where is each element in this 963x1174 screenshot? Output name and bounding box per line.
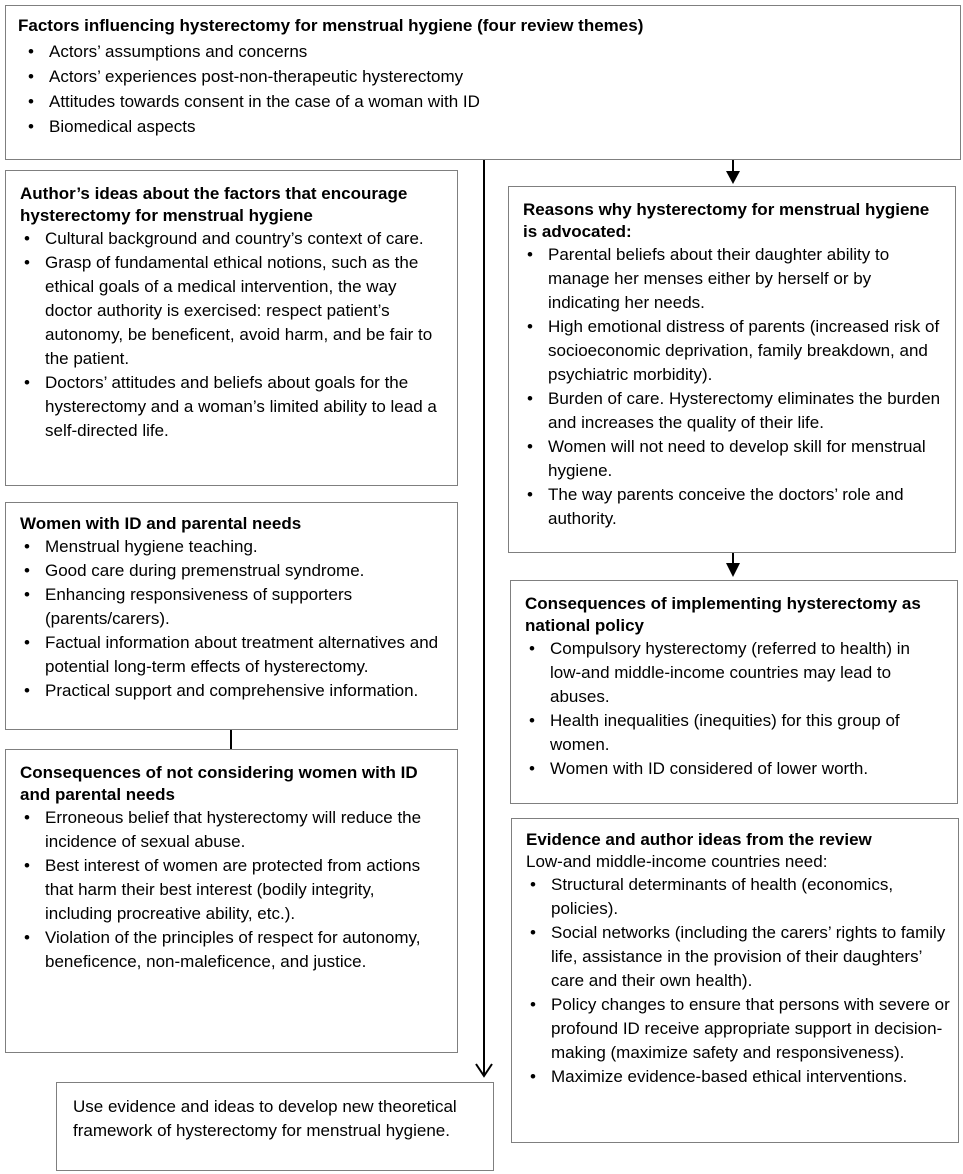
list-item: • Women with ID considered of lower worth. (519, 757, 945, 781)
list-item: • Compulsory hysterectomy (referred to health) in low-and middle-income countries may lead to abuses. (519, 637, 945, 709)
list-item: • Grasp of fundamental ethical notions, such as the ethical goals of a medical intervention, the way doctor authority is exercised: respect patient’s autonomy, be beneficent, avoid harm, and be fair to the patient. (14, 251, 445, 371)
list-item: • The way parents conceive the doctors’ role and authority. (517, 483, 943, 531)
not-considering-list (14, 806, 445, 974)
list-item: • Factual information about treatment alternatives and potential long-term effects of hysterectomy. (14, 631, 445, 679)
women-needs-box (5, 502, 458, 730)
evidence-list (520, 873, 950, 1089)
author-ideas-box (5, 170, 458, 486)
evidence-subtitle: Low-and middle-income countries need: (526, 852, 828, 871)
list-item: • Doctors’ attitudes and beliefs about goals for the hysterectomy and a woman’s limited ability to lead a self-directed life. (14, 371, 445, 443)
list-item: • Actors’ experiences post-non-therapeutic hysterectomy (18, 64, 948, 89)
list-item: • Social networks (including the carers’ rights to family life, assistance in the provision of their daughters’ care and their own health). (520, 921, 950, 993)
evidence-box (511, 818, 959, 1143)
review-themes-list (18, 39, 948, 139)
final-text: Use evidence and ideas to develop new theoretical framework of hysterectomy for menstrual hygiene. (73, 1097, 457, 1140)
reasons-box (508, 186, 956, 553)
list-item: • Biomedical aspects (18, 114, 948, 139)
arrowhead-reasons-to-policy (726, 563, 740, 577)
author-ideas-title: Author’s ideas about the factors that encourage hysterectomy for menstrual hygiene (20, 184, 408, 225)
national-policy-title: Consequences of implementing hysterectomy as national policy (525, 594, 921, 635)
national-policy-box (510, 580, 958, 804)
national-policy-list (519, 637, 945, 781)
reasons-list (517, 243, 943, 531)
list-item: • Maximize evidence-based ethical interventions. (520, 1065, 950, 1089)
list-item: • Practical support and comprehensive information. (14, 679, 445, 703)
evidence-title: Evidence and author ideas from the review (526, 830, 872, 849)
list-item: • Enhancing responsiveness of supporters (parents/carers). (14, 583, 445, 631)
not-considering-box (5, 749, 458, 1053)
women-needs-title: Women with ID and parental needs (20, 514, 302, 533)
review-themes-title: Factors influencing hysterectomy for menstrual hygiene (four review themes) (18, 16, 644, 35)
list-item: • Cultural background and country’s context of care. (14, 227, 445, 251)
list-item: • Parental beliefs about their daughter ability to manage her menses either by herself or by indicating her needs. (517, 243, 943, 315)
list-item: • Good care during premenstrual syndrome. (14, 559, 445, 583)
final-box (56, 1082, 494, 1171)
list-item: • Violation of the principles of respect for autonomy, beneficence, non-maleficence, and justice. (14, 926, 445, 974)
list-item: • Structural determinants of health (economics, policies). (520, 873, 950, 921)
list-item: • Policy changes to ensure that persons with severe or profound ID receive appropriate support in decision-making (maximize safety and responsiveness). (520, 993, 950, 1065)
women-needs-list (14, 535, 445, 703)
list-item: • High emotional distress of parents (increased risk of socioeconomic deprivation, family breakdown, and psychiatric morbidity). (517, 315, 943, 387)
list-item: • Women will not need to develop skill for menstrual hygiene. (517, 435, 943, 483)
list-item: • Actors’ assumptions and concerns (18, 39, 948, 64)
list-item: • Best interest of women are protected from actions that harm their best interest (bodily integrity, including procreative ability, etc.). (14, 854, 445, 926)
list-item: • Burden of care. Hysterectomy eliminates the burden and increases the quality of their life. (517, 387, 943, 435)
list-item: • Menstrual hygiene teaching. (14, 535, 445, 559)
review-themes-box (5, 5, 961, 160)
list-item: • Erroneous belief that hysterectomy will reduce the incidence of sexual abuse. (14, 806, 445, 854)
not-considering-title: Consequences of not considering women with ID and parental needs (20, 763, 418, 804)
list-item: • Attitudes towards consent in the case of a woman with ID (18, 89, 948, 114)
list-item: • Health inequalities (inequities) for this group of women. (519, 709, 945, 757)
arrowhead-top-to-reasons (726, 171, 740, 184)
author-ideas-list (14, 227, 445, 443)
reasons-title: Reasons why hysterectomy for menstrual hygiene is advocated: (523, 200, 930, 241)
